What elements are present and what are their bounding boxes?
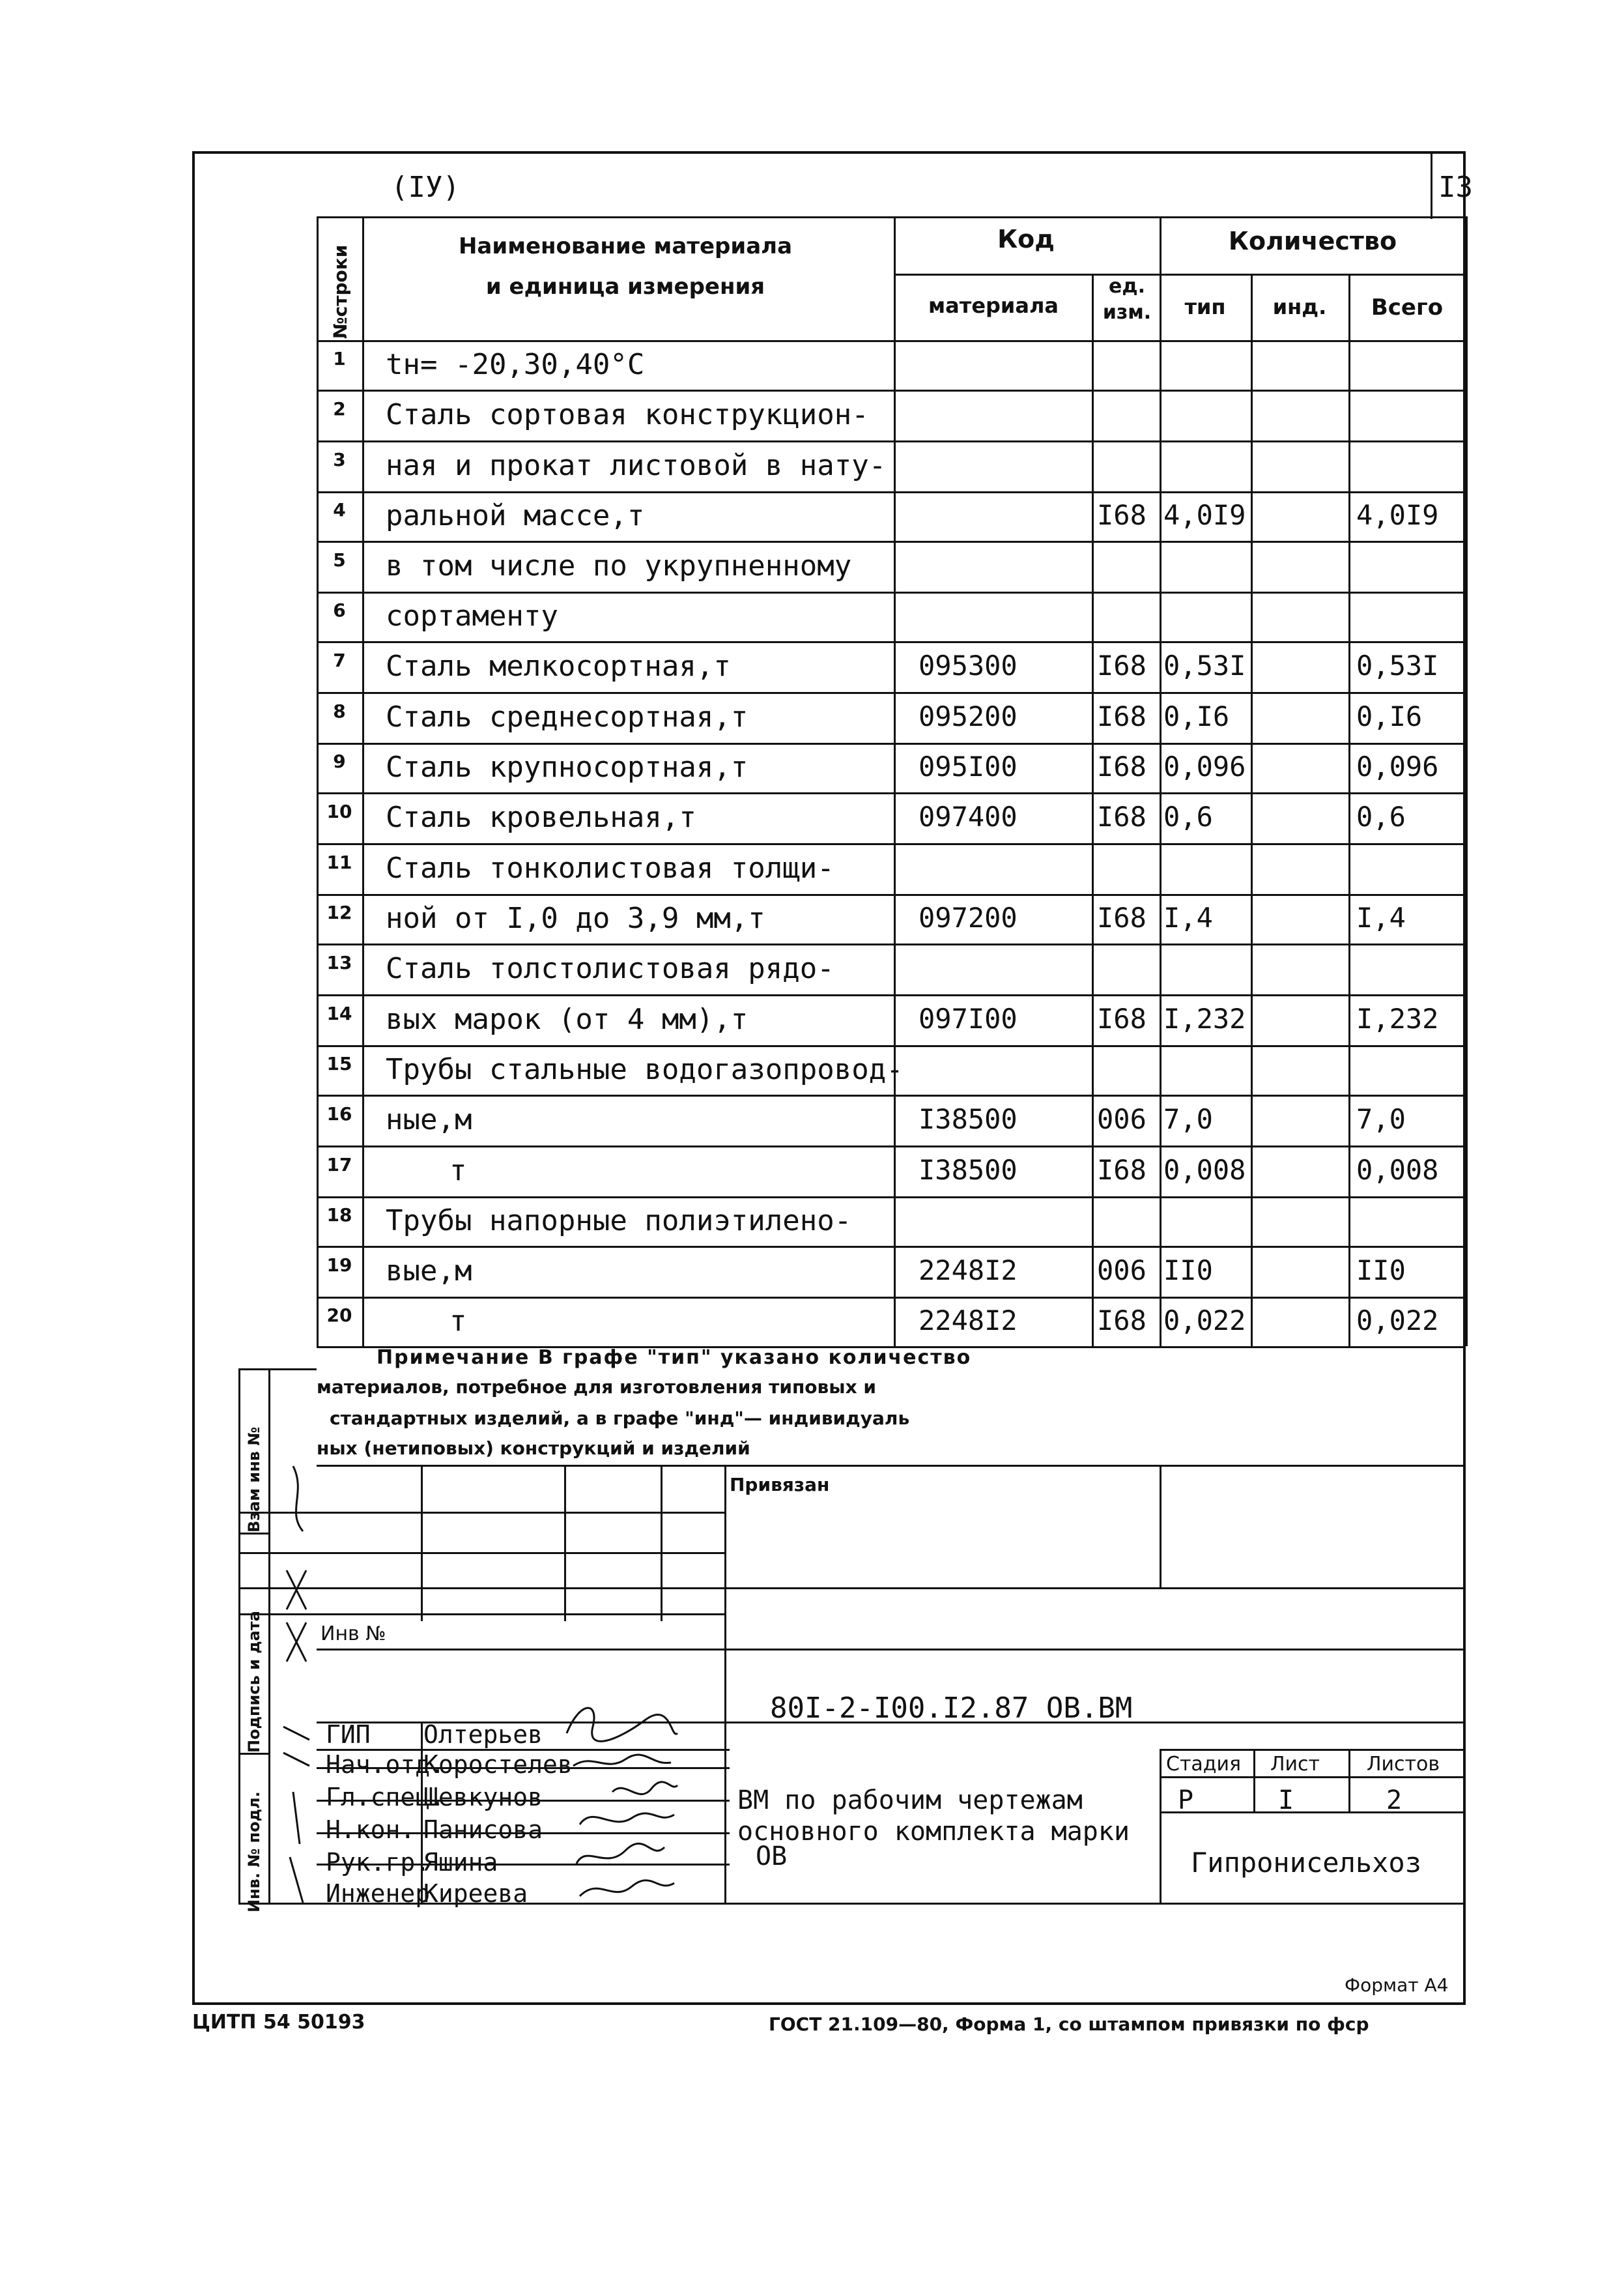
row-code: 097200	[919, 902, 1018, 934]
signer-role: Нач.отд.	[326, 1750, 446, 1779]
row-name: в том числе по укрупненному	[386, 549, 852, 583]
col-ind-header: инд.	[1272, 295, 1327, 319]
organization: Гипронисельхоз	[1191, 1847, 1422, 1879]
signer-role: Рук.гр.	[326, 1848, 431, 1877]
col-material-header: материала	[928, 293, 1059, 318]
row-total: 7,0	[1356, 1103, 1406, 1135]
note-line-3: стандартных изделий, а в графе "инд"— индивидуаль	[330, 1407, 910, 1429]
stamp-col	[1160, 1465, 1161, 1587]
note-line-2: материалов, потребное для изготовления типовых и	[317, 1376, 876, 1398]
row-unit: I68	[1097, 1003, 1147, 1035]
row-line	[317, 1196, 1466, 1198]
row-line	[317, 491, 1466, 493]
row-name: т	[449, 1154, 467, 1187]
row-number: 19	[326, 1254, 352, 1276]
row-unit: 006	[1097, 1254, 1147, 1286]
stamp-col	[421, 1465, 423, 1621]
row-name: вые,м	[386, 1254, 472, 1288]
row-type: 0,008	[1163, 1154, 1246, 1186]
stamp-col	[1348, 1749, 1350, 1811]
row-number: 4	[333, 499, 346, 521]
row-number: 7	[333, 650, 346, 671]
stamp-line	[317, 1722, 1466, 1723]
row-number: 17	[326, 1154, 352, 1175]
row-line	[317, 641, 1466, 643]
row-number: 13	[326, 952, 352, 973]
gost-reference: ГОСТ 21.109—80, Форма 1, со штампом привязки по фср	[769, 2013, 1369, 2035]
row-code: I38500	[919, 1103, 1018, 1135]
row-type: 0,6	[1163, 801, 1213, 833]
col-name-header-2: и единица измерения	[485, 274, 765, 300]
col-name-header-1: Наименование материала	[458, 233, 793, 259]
row-name: Сталь тонколистовая толщи-	[386, 852, 834, 885]
signature-6	[580, 1880, 674, 1896]
title-line-2: основного комплекта марки	[737, 1817, 1130, 1847]
signer-name: Яшина	[423, 1848, 498, 1877]
row-total: 0,096	[1356, 751, 1439, 783]
col-line	[317, 216, 319, 1346]
col-line	[1160, 216, 1161, 1346]
col-total-header: Всего	[1371, 295, 1444, 321]
row-name: ная и прокат листовой в нату-	[386, 449, 887, 482]
stamp-line	[1160, 1811, 1466, 1813]
row-line	[317, 692, 1466, 694]
side-col	[238, 1368, 240, 1903]
stamp-line	[238, 1552, 726, 1554]
row-line	[317, 1246, 1466, 1248]
row-type: I,232	[1163, 1003, 1246, 1035]
row-total: 0,6	[1356, 801, 1406, 833]
format-label: Формат А4	[1345, 1974, 1449, 1996]
row-name: Сталь крупносортная,т	[386, 751, 748, 784]
row-name: Сталь среднесортная,т	[386, 700, 748, 734]
row-name: т	[449, 1304, 467, 1338]
side-line	[238, 1753, 268, 1755]
row-name: ральной массе,т	[386, 499, 645, 532]
row-total: 4,0I9	[1356, 499, 1439, 531]
stamp-line	[317, 1465, 1466, 1467]
row-line	[317, 843, 1466, 845]
signer-role: ГИП	[326, 1720, 371, 1749]
row-number: 15	[326, 1053, 352, 1074]
note-line-1: Примечание В графе "тип" указано количество	[377, 1346, 972, 1369]
row-line	[317, 541, 1466, 543]
row-number: 1	[333, 348, 346, 369]
stamp-line	[238, 1613, 726, 1615]
stamp-col	[1253, 1749, 1255, 1811]
row-name: вых марок (от 4 мм),т	[386, 1003, 748, 1036]
row-total: II0	[1356, 1254, 1406, 1286]
signatures	[554, 1694, 684, 1909]
row-number: 6	[333, 599, 346, 621]
signature-3	[612, 1782, 677, 1794]
document-code: 80I-2-I00.I2.87 ОВ.ВМ	[770, 1692, 1133, 1725]
row-line	[317, 1095, 1466, 1097]
page-number: I3	[1438, 171, 1473, 204]
side-line	[238, 1368, 317, 1370]
row-name: Трубы стальные водогазопровод-	[386, 1053, 904, 1086]
row-name: Сталь сортовая конструкцион-	[386, 398, 869, 431]
row-line	[317, 1146, 1466, 1147]
row-code: 097I00	[919, 1003, 1018, 1035]
col-rownum-header: №строки	[330, 244, 351, 339]
row-total: I,232	[1356, 1003, 1439, 1035]
row-line	[317, 1346, 1466, 1348]
row-line	[317, 894, 1466, 896]
signer-role: Н.кон.	[326, 1815, 416, 1844]
stamp-line	[317, 1832, 730, 1834]
sheets-value: 2	[1386, 1785, 1403, 1815]
stamp-col	[1160, 1749, 1161, 1903]
row-code: 095I00	[919, 751, 1018, 783]
row-name: Трубы напорные полиэтилено-	[386, 1204, 852, 1237]
row-name: tн= -20,30,40°C	[386, 348, 645, 381]
signer-name: Коростелев	[423, 1750, 573, 1779]
stamp-line	[317, 1767, 730, 1769]
title-line-1: ВМ по рабочим чертежам	[737, 1785, 1083, 1815]
row-unit: I68	[1097, 902, 1147, 934]
row-name: Сталь кровельная,т	[386, 801, 696, 834]
row-type: 0,096	[1163, 751, 1246, 783]
stamp-bottom-line	[238, 1903, 1466, 1905]
row-number: 3	[333, 449, 346, 470]
signer-name: Олтерьев	[423, 1720, 543, 1749]
col-type-header: тип	[1184, 295, 1226, 319]
row-line	[317, 340, 1466, 342]
variant-label: (IУ)	[391, 171, 460, 204]
signer-name: Панисова	[423, 1815, 543, 1844]
row-code: 2248I2	[919, 1254, 1018, 1286]
row-code: 095200	[919, 700, 1018, 732]
row-code: 2248I2	[919, 1304, 1018, 1336]
row-number: 8	[333, 700, 346, 722]
row-line	[317, 792, 1466, 794]
col-line	[1348, 274, 1350, 1346]
row-number: 16	[326, 1103, 352, 1125]
stamp-line	[317, 1649, 1466, 1650]
row-total: I,4	[1356, 902, 1406, 934]
stamp-line	[1160, 1776, 1466, 1778]
row-number: 9	[333, 751, 346, 772]
stamp-col	[724, 1465, 726, 1903]
col-line	[894, 216, 896, 1346]
row-unit: I68	[1097, 1304, 1147, 1336]
row-line	[317, 743, 1466, 745]
row-number: 20	[326, 1304, 352, 1326]
row-unit: I68	[1097, 700, 1147, 732]
stamp-col	[421, 1722, 423, 1903]
col-line	[1092, 274, 1094, 1346]
row-line	[317, 390, 1466, 392]
signer-role: Гл.спец.	[326, 1783, 446, 1811]
col-line	[362, 216, 364, 1346]
col-unit-header-2: изм.	[1102, 301, 1152, 324]
row-number: 11	[326, 852, 352, 873]
row-code: 095300	[919, 650, 1018, 682]
side-vzam-inv: Взам инв №	[245, 1426, 263, 1533]
stamp-line	[317, 1864, 730, 1866]
row-code: I38500	[919, 1154, 1018, 1186]
col-qty-header: Количество	[1228, 227, 1397, 255]
privyazan-label: Привязан	[730, 1474, 830, 1495]
row-type: 7,0	[1163, 1103, 1213, 1135]
row-name: Сталь толстолистовая рядо-	[386, 952, 834, 985]
row-number: 10	[326, 801, 352, 822]
row-line	[317, 1297, 1466, 1299]
row-unit: I68	[1097, 751, 1147, 783]
row-total: 0,I6	[1356, 700, 1423, 732]
signature-5	[577, 1843, 664, 1864]
row-number: 14	[326, 1003, 352, 1024]
side-line	[238, 1533, 268, 1535]
row-name: ные,м	[386, 1103, 472, 1136]
stamp-line	[1160, 1749, 1466, 1751]
row-type: II0	[1163, 1254, 1213, 1286]
row-type: 0,I6	[1163, 700, 1230, 732]
row-line	[317, 1045, 1466, 1047]
row-name: ной от I,0 до 3,9 мм,т	[386, 902, 765, 935]
stamp-line	[317, 1749, 730, 1751]
inv-no-label: Инв №	[321, 1622, 386, 1645]
side-handwriting	[274, 1453, 319, 1909]
stage-value: Р	[1178, 1785, 1194, 1815]
row-name: сортаменту	[386, 599, 558, 633]
stamp-line	[317, 1800, 730, 1802]
signer-name: Шевкунов	[423, 1783, 543, 1811]
row-total: 0,022	[1356, 1304, 1439, 1336]
row-unit: 006	[1097, 1103, 1147, 1135]
row-number: 5	[333, 549, 346, 571]
org-code: ЦИТП 54 50193	[192, 2011, 365, 2034]
table-top-line	[317, 216, 1466, 218]
signature-1	[567, 1708, 677, 1741]
row-line	[317, 440, 1466, 442]
col-line	[1466, 216, 1468, 1346]
stamp-col	[661, 1465, 662, 1621]
row-line	[317, 592, 1466, 594]
row-name: Сталь мелкосортная,т	[386, 650, 731, 683]
row-number: 12	[326, 902, 352, 923]
row-unit: I68	[1097, 1154, 1147, 1186]
header-subline	[894, 274, 1466, 276]
side-col	[268, 1368, 270, 1903]
row-line	[317, 994, 1466, 996]
row-line	[317, 944, 1466, 945]
col-code-header: Код	[997, 225, 1055, 253]
row-total: 0,008	[1356, 1154, 1439, 1186]
row-type: 0,53I	[1163, 650, 1246, 682]
row-type: 0,022	[1163, 1304, 1246, 1336]
row-code: 097400	[919, 801, 1018, 833]
signature-4	[580, 1813, 674, 1824]
signer-name: Киреева	[423, 1879, 528, 1908]
stage-label: Стадия	[1166, 1753, 1242, 1776]
row-type: I,4	[1163, 902, 1213, 934]
col-unit-header-1: ед.	[1109, 275, 1145, 298]
signer-role: Инженер	[326, 1879, 431, 1908]
row-type: 4,0I9	[1163, 499, 1246, 531]
signature-2	[573, 1755, 671, 1766]
note-line-4: ных (нетиповых) конструкций и изделий	[317, 1437, 750, 1459]
sheet-label: Лист	[1270, 1753, 1320, 1776]
title-line-3: ОВ	[756, 1841, 788, 1871]
side-podpis-data: Подпись и дата	[245, 1611, 263, 1753]
row-unit: I68	[1097, 801, 1147, 833]
row-unit: I68	[1097, 650, 1147, 682]
stamp-col	[564, 1465, 566, 1621]
sheet-value: I	[1278, 1785, 1294, 1815]
row-unit: I68	[1097, 499, 1147, 531]
stamp-line	[238, 1512, 726, 1514]
col-line	[1251, 274, 1253, 1346]
row-number: 2	[333, 398, 346, 420]
sheets-label: Листов	[1367, 1753, 1440, 1776]
row-total: 0,53I	[1356, 650, 1439, 682]
row-number: 18	[326, 1204, 352, 1226]
side-inv-podl: Инв. № подл.	[245, 1791, 263, 1912]
